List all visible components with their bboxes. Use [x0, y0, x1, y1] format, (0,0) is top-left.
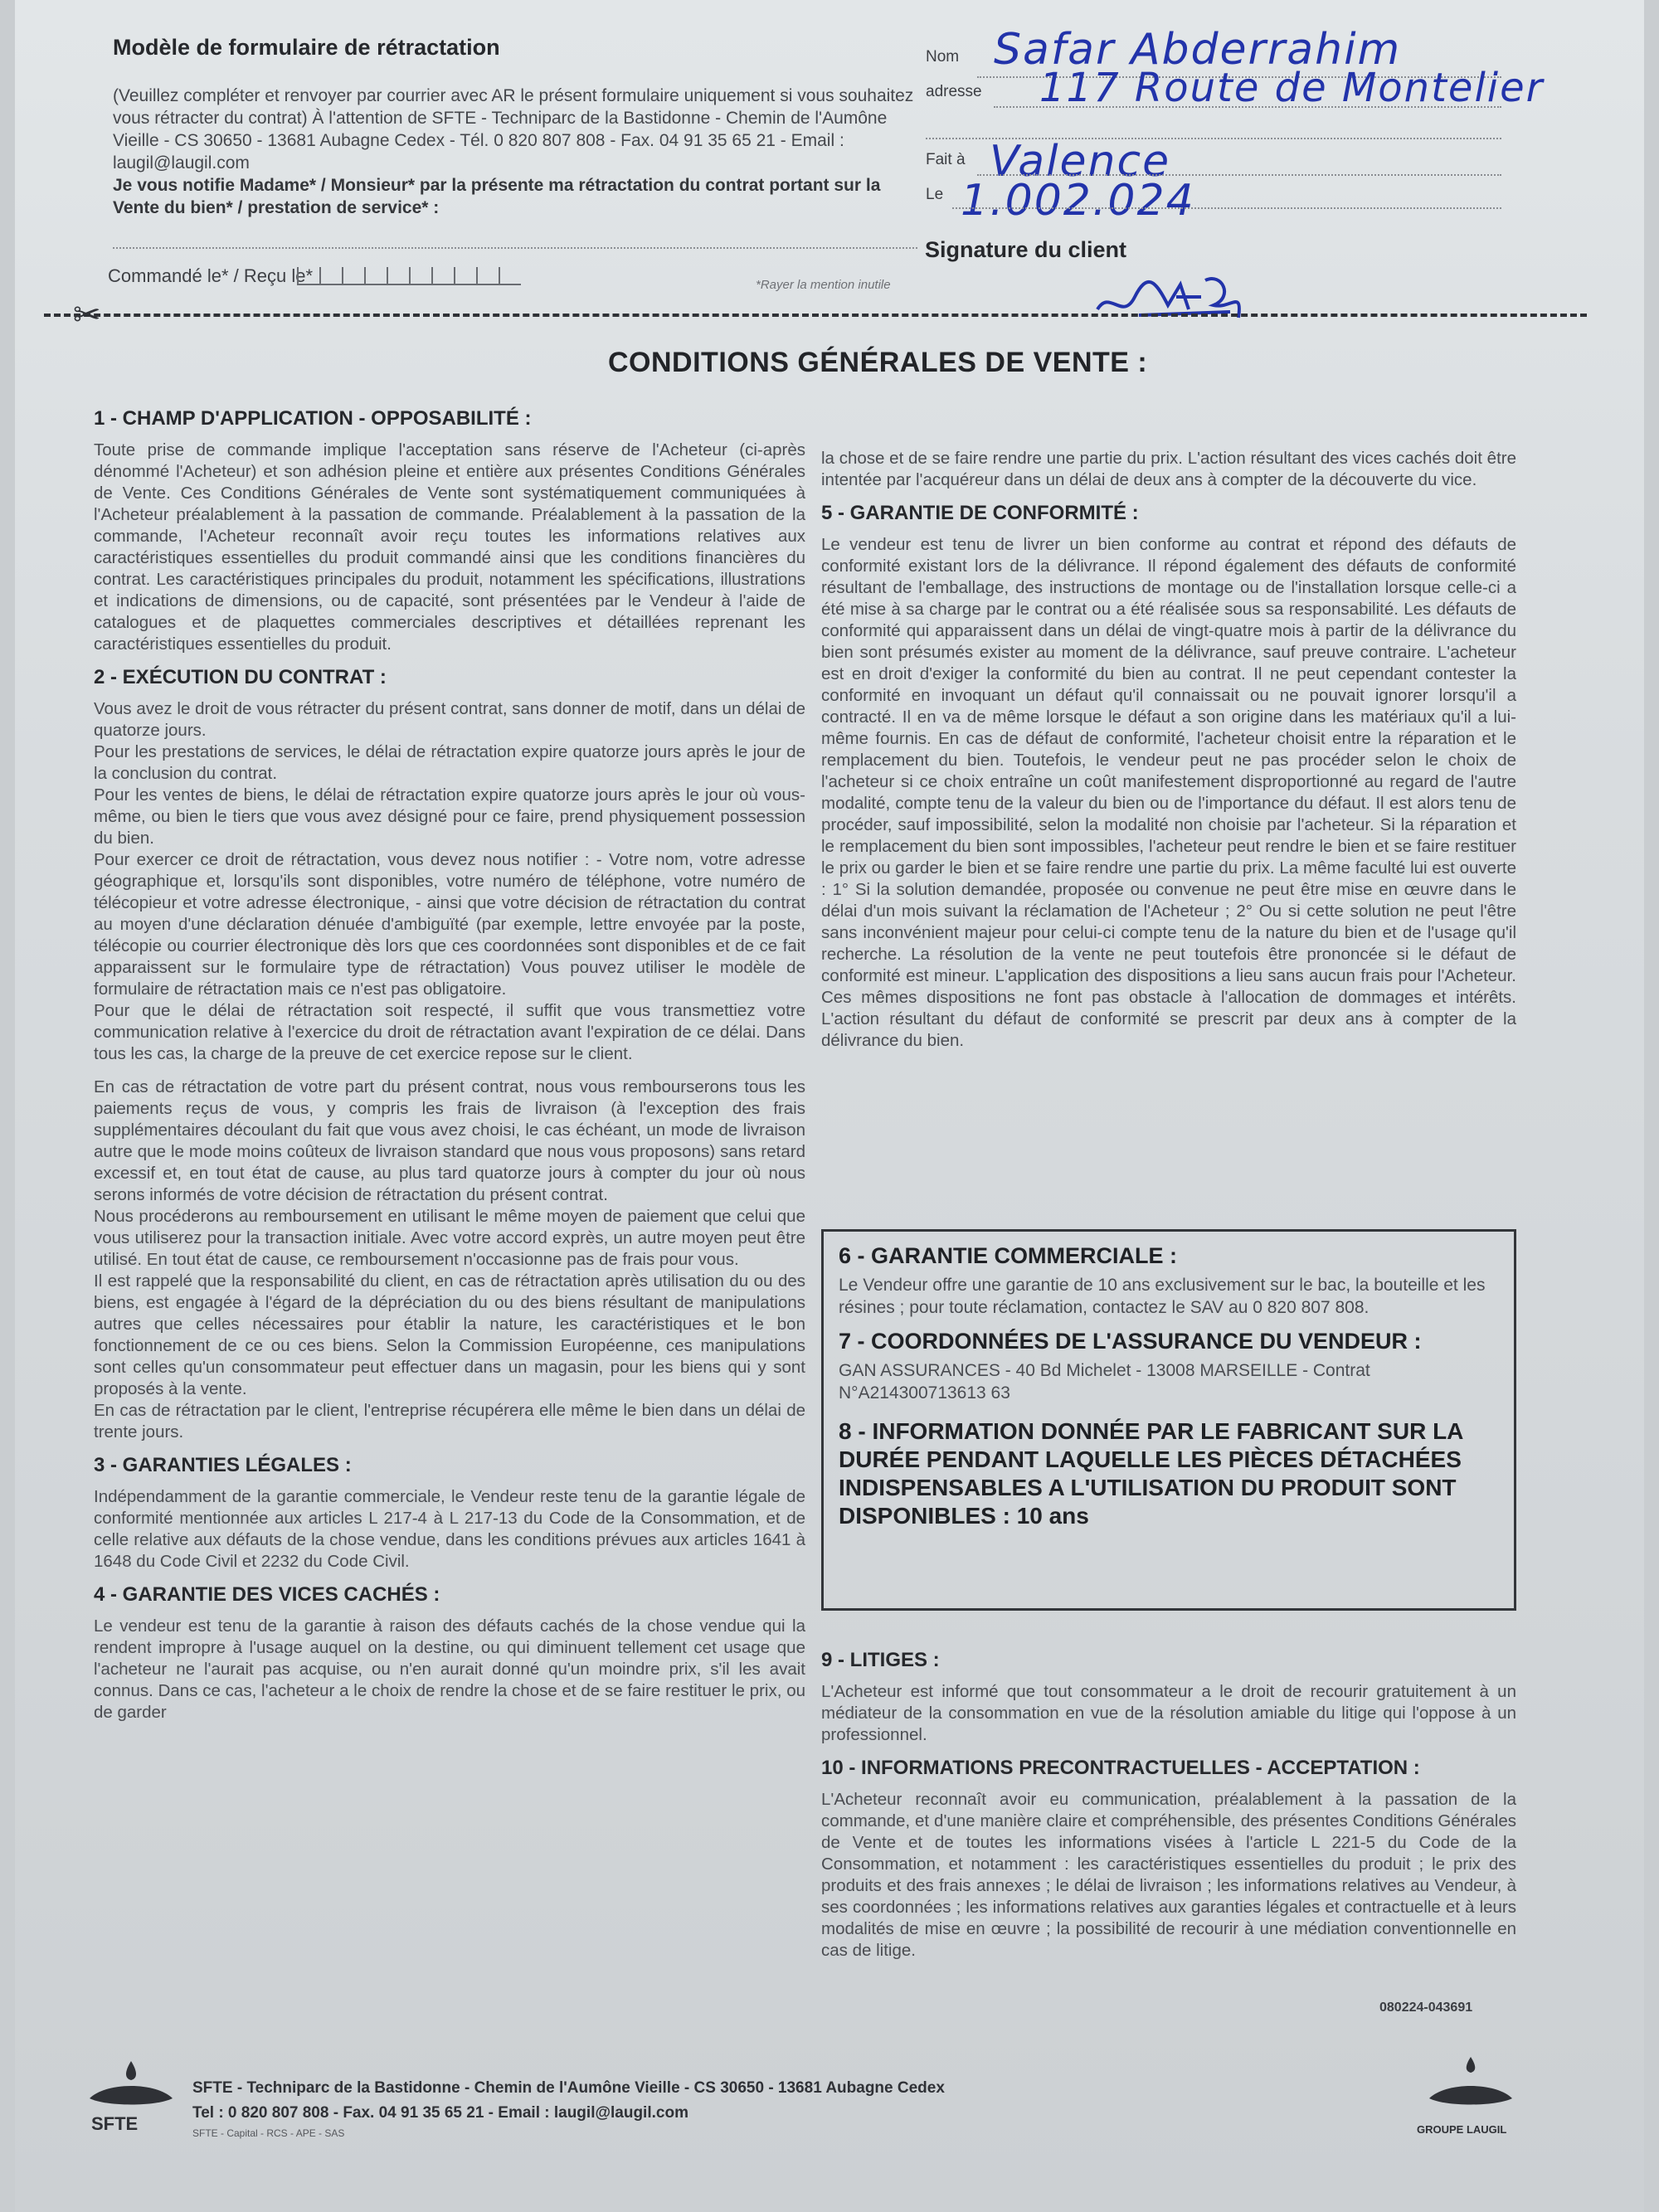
fait-field[interactable]: Valence [990, 137, 1171, 187]
footer-legal: SFTE - Capital - RCS - APE - SAS [192, 2127, 345, 2139]
date-boxes[interactable] [297, 267, 521, 285]
form-notice [113, 174, 922, 219]
section-5-text: Le vendeur est tenu de livrer un bien conforme au contrat et répond des défauts de conformité existant lors de la délivrance. Il répond également des défauts de conformité résultant de l'emballage, des instructions de montage ou de l'installation lorsque celle-ci a été mise à sa charge par le contrat ou a été réalisée sous sa responsabilité. Les défauts de conformité qui apparaissent dans un délai de vingt-quatre mois à partir de la délivrance du bien sont présumés exister au moment de la délivrance, sauf preuve contraire. L'acheteur est en droit d'exiger la conformité du bien au contrat. Il ne peut cependant contester la conformité en invoquant un défaut qu'il connaissait ou ne pouvait ignorer lorsqu'il a contracté. Il en va de même lorsque le défaut a son origine dans les matériaux qu'il a lui-même fournis. En cas de défaut de conformité, l'acheteur choisit entre la réparation et le remplacement du bien. Toutefois, le vendeur peut ne pas procéder selon le choix de l'acheteur si ce choix entraîne un coût manifestement disproportionné au regard de l'autre modalité, compte tenu de la valeur du bien ou de l'importance du défaut. Il est alors tenu de procéder, sauf impossibilité, selon la modalité non choisie par l'acheteur. Si la réparation et le remplacement du bien sont impossibles, l'acheteur peut rendre le bien et se faire restituer le prix ou garder le bien et se faire rendre une partie du prix. La même faculté lui est ouverte : 1° Si la solution demandée, proposée ou convenue ne peut être mise en œuvre dans le délai d'un mois suivant la réclamation de l'Acheteur ; 2° Ou si cette solution ne peut l'être sans inconvénient majeur pour celui-ci compte tenu de la nature du bien et de l'usage qu'il recherche. La résolution de la vente ne peut toutefois être prononcée si le défaut de conformité est mineur. L'application des dispositions a lieu sans aucun frais pour l'Acheteur. Ces mêmes dispositions ne font pas obstacle à l'allocation de dommages et intérêts. L'action résultant du défaut de conformité se prescrit par deux ans à compter de la délivrance du bien. [821, 535, 1516, 1050]
section-3-text: Indépendamment de la garantie commerciale, le Vendeur reste tenu de la garantie légale de conformité mentionnée aux articles L 217-4 à L 217-13 du Code de la Consommation, et de celle relative aux défauts de la chose vendue, dans les conditions prévues aux articles 1641 à 1648 du Code Civil et 2232 du Code Civil. [94, 1487, 805, 1571]
le-label: Le [926, 186, 944, 203]
form-instructions [113, 85, 922, 219]
section-6-text: Le Vendeur offre une garantie de 10 ans exclusivement sur le bac, la bouteille et les résines ; pour toute réclamation, contactez le SAV au 0 820 807 808. [839, 1276, 1486, 1317]
groupe-laugil-logo-icon [1417, 2053, 1525, 2127]
section-2-p1: Vous avez le droit de vous rétracter du présent contrat, sans donner de motif, dans un délai de quatorze jours. [94, 699, 805, 740]
section-10-text: L'Acheteur reconnaît avoir eu communication, préalablement à la passation de la commande, et d'une manière claire et compréhensible, des présentes Conditions Générales de Vente et de toutes les informations visées à l'article L 221-5 du Code de la Consommation, et notamment : les caractéristiques essentielles du produit ; le prix des produits et des frais annexes ; le délai de livraison ; les informations relatives au Vendeur, à ses coordonnées ; les informations relatives aux garanties légales et contractuelle et à leurs modalités de mise en œuvre ; la possibilité de recourir à une médiation conventionnelle en cas de litige. [821, 1790, 1516, 1960]
section-10-title: 10 - INFORMATIONS PRECONTRACTUELLES - ACCEPTATION : [821, 1757, 1420, 1779]
adresse-field[interactable]: 117 Route de Montelier [1039, 65, 1545, 111]
section-4-continued: la chose et de se faire rendre une partie du prix. L'action résultant des vices cachés doit être intentée par l'acquéreur dans un délai de deux ans à compter de la découverte du vice. [821, 449, 1516, 489]
section-7-title: 7 - COORDONNÉES DE L'ASSURANCE DU VENDEUR : [839, 1329, 1422, 1354]
form-title: Modèle de formulaire de rétractation [113, 35, 500, 60]
blank-line [113, 247, 917, 249]
commercial-info-box [821, 1229, 1516, 1611]
le-field[interactable]: 1.002.024 [961, 176, 1195, 226]
section-2-p4: Pour exercer ce droit de rétractation, vous devez nous notifier : - Votre nom, votre adresse géographique et, lorsqu'ils sont disponibles, votre numéro de téléphone, votre numéro de télécopieur et votre adresse électronique, - ainsi que votre décision de rétractation du contrat au moyen d'une déclaration dénuée d'ambiguïté (par exemple, lettre envoyée par la poste, télécopie ou courrier électronique dès lors que ces coordonnées sont disponibles et de ce fait apparaissent sur le formulaire type de rétractation) Vous pouvez utiliser le modèle de formulaire de rétractation mais ce n'est pas obligatoire. [94, 850, 805, 999]
section-2-p6: En cas de rétractation de votre part du présent contrat, nous vous rembourserons tous les paiements reçus de vous, y compris les frais de livraison (à l'exception des frais supplémentaires découlant du fait que vous avez choisi, le cas échéant, un mode de livraison autre que le mode moins coûteux de livraison standard que nous vous proposons) sans retard excessif et, en tout état de cause, au plus tard quatorze jours à compter du jour où nous serons informés de votre décision de rétractation du présent contrat. [94, 1077, 805, 1204]
section-2-p8: Il est rappelé que la responsabilité du client, en cas de rétractation après utilisation du ou des biens, est engagée à l'égard de la dépréciation du ou des biens résultant de manipulations autres que celles nécessaires pour établir la nature, les caractéristiques et le bon fonctionnement de ce ou ces biens. Selon la Commission Européenne, ces manipulations sont celles qu'un consommateur peut effectuer dans un magasin, pour les biens qui y sont proposés à la vente. [94, 1271, 805, 1398]
nom-label: Nom [926, 48, 960, 66]
form-instructions-text: (Veuillez compléter et renvoyer par courrier avec AR le présent formulaire uniquement si vous souhaitez vous rétracter du contrat) À l'attention de SFTE - Techniparc de la Bastidonne - Chemin de l'Aumône Vieille - CS 30650 - 13681 Aubagne Cedex - Tél. 0 820 807 808 - Fax. 04 91 35 65 21 - Email : laugil@laugil.com [113, 86, 914, 173]
ordered-label: Commandé le* / Reçu le* [108, 265, 314, 286]
section-9-text: L'Acheteur est informé que tout consommateur a le droit de recourir gratuitement à un médiateur de la consommation en vue de la résolution amiable du litige qui l'oppose à un professionnel. [821, 1682, 1516, 1744]
footer-address: SFTE - Techniparc de la Bastidonne - Chemin de l'Aumône Vieille - CS 30650 - 13681 Aubagne Cedex [192, 2079, 945, 2097]
section-5-title: 5 - GARANTIE DE CONFORMITÉ : [821, 502, 1139, 524]
nom-field[interactable]: Safar Abderrahim [994, 25, 1402, 75]
client-signature [1089, 264, 1255, 330]
section-9-title: 9 - LITIGES : [821, 1649, 940, 1671]
section-1-title: 1 - CHAMP D'APPLICATION - OPPOSABILITÉ : [94, 407, 532, 430]
section-2-p9: En cas de rétractation par le client, l'entreprise récupérera elle même le bien dans un délai de trente jours. [94, 1401, 805, 1441]
cut-line [44, 314, 1587, 317]
right-column-bottom [821, 1638, 1516, 1962]
form-notice-text: Je vous notifie Madame* / Monsieur* par la présente ma rétractation du contrat portant sur la Vente du bien* / prestation de service* : [113, 176, 881, 217]
signature-label: Signature du client [925, 237, 1127, 262]
le-line [952, 207, 1501, 209]
section-2-p7: Nous procéderons au remboursement en utilisant le même moyen de paiement que celui que vous utiliserez pour la transaction initiale. Avec votre accord exprès, un autre moyen peut être utilisé. En tout état de cause, ce remboursement n'occasionne pas de frais pour vous. [94, 1207, 805, 1269]
document-page [15, 0, 1644, 2212]
section-8-title: 8 - INFORMATION DONNÉE PAR LE FABRICANT SUR LA DURÉE PENDANT LAQUELLE LES PIÈCES DÉTACHÉES INDISPENSABLES A L'UTILISATION DU PRODUIT SONT DISPONIBLES : 10 ans [839, 1418, 1463, 1529]
scissors-icon: ✂ [73, 297, 101, 333]
section-2-title: 2 - EXÉCUTION DU CONTRAT : [94, 666, 387, 688]
section-3-title: 3 - GARANTIES LÉGALES : [94, 1454, 352, 1476]
fait-label: Fait à [926, 151, 966, 168]
section-4-text: Le vendeur est tenu de la garantie à raison des défauts cachés de la chose vendue qui la rendent impropre à l'usage auquel on la destine, ou qui diminuent tellement cet usage que l'acheteur ne l'aurait pas acquise, ou n'en aurait donné qu'un moindre prix, s'il les avait connus. Dans ce cas, l'acheteur a le choix de rendre la chose et de se faire restituer le prix, ou de garder [94, 1616, 805, 1722]
section-4-title: 4 - GARANTIE DES VICES CACHÉS : [94, 1583, 440, 1606]
groupe-laugil-logo-text: GROUPE LAUGIL [1417, 2123, 1507, 2136]
section-2-p3: Pour les ventes de biens, le délai de rétractation expire quatorze jours après le jour où vous-même, ou bien le tiers que vous avez désigné pour ce faire, prend physiquement possession du bien. [94, 785, 805, 848]
footer [192, 2076, 945, 2141]
left-column [94, 396, 805, 1723]
cgv-title: CONDITIONS GÉNÉRALES DE VENTE : [608, 347, 1148, 378]
footer-contact: Tel : 0 820 807 808 - Fax. 04 91 35 65 21 - Email : laugil@laugil.com [192, 2104, 688, 2122]
strike-note: *Rayer la mention inutile [756, 278, 891, 292]
section-2-p5: Pour que le délai de rétractation soit respecté, il suffit que vous transmettiez votre communication relative à l'exercice du droit de rétractation avant l'expiration de ce délai. Dans tous les cas, la charge de la preuve de cet exercice repose sur le client. [94, 1001, 805, 1063]
section-1-text: Toute prise de commande implique l'acceptation sans réserve de l'Acheteur (ci-après dénommé l'Acheteur) et son adhésion pleine et entière aux présentes Conditions Générales de Vente. Ces Conditions Générales de Vente sont systématiquement communiquées à l'Acheteur préalablement à la passation de commande. Préalablement à la passation de la commande, l'Acheteur reconnaît avoir reçu toutes les informations relatives aux caractéristiques essentielles du produit commandé ainsi que les conditions financières du contrat. Les caractéristiques principales du produit, notamment les spécifications, illustrations et indications de dimensions, ou de capacité, sont présentées par le Vendeur à l'aide de catalogues et de plaquettes commerciales descriptives et détaillées reprenant les caractéristiques essentielles du produit. [94, 440, 805, 654]
reference-code: 080224-043691 [1379, 2001, 1473, 2015]
right-column [821, 448, 1516, 1052]
section-7-text: GAN ASSURANCES - 40 Bd Michelet - 13008 MARSEILLE - Contrat N°A214300713613 63 [839, 1361, 1370, 1403]
adresse-label: adresse [926, 83, 982, 100]
section-2-p2: Pour les prestations de services, le délai de rétractation expire quatorze jours après le jour de la conclusion du contrat. [94, 742, 805, 783]
adresse-line [994, 106, 1501, 108]
section-6-title: 6 - GARANTIE COMMERCIALE : [839, 1243, 1177, 1268]
sfte-logo-text: SFTE [91, 2113, 139, 2134]
